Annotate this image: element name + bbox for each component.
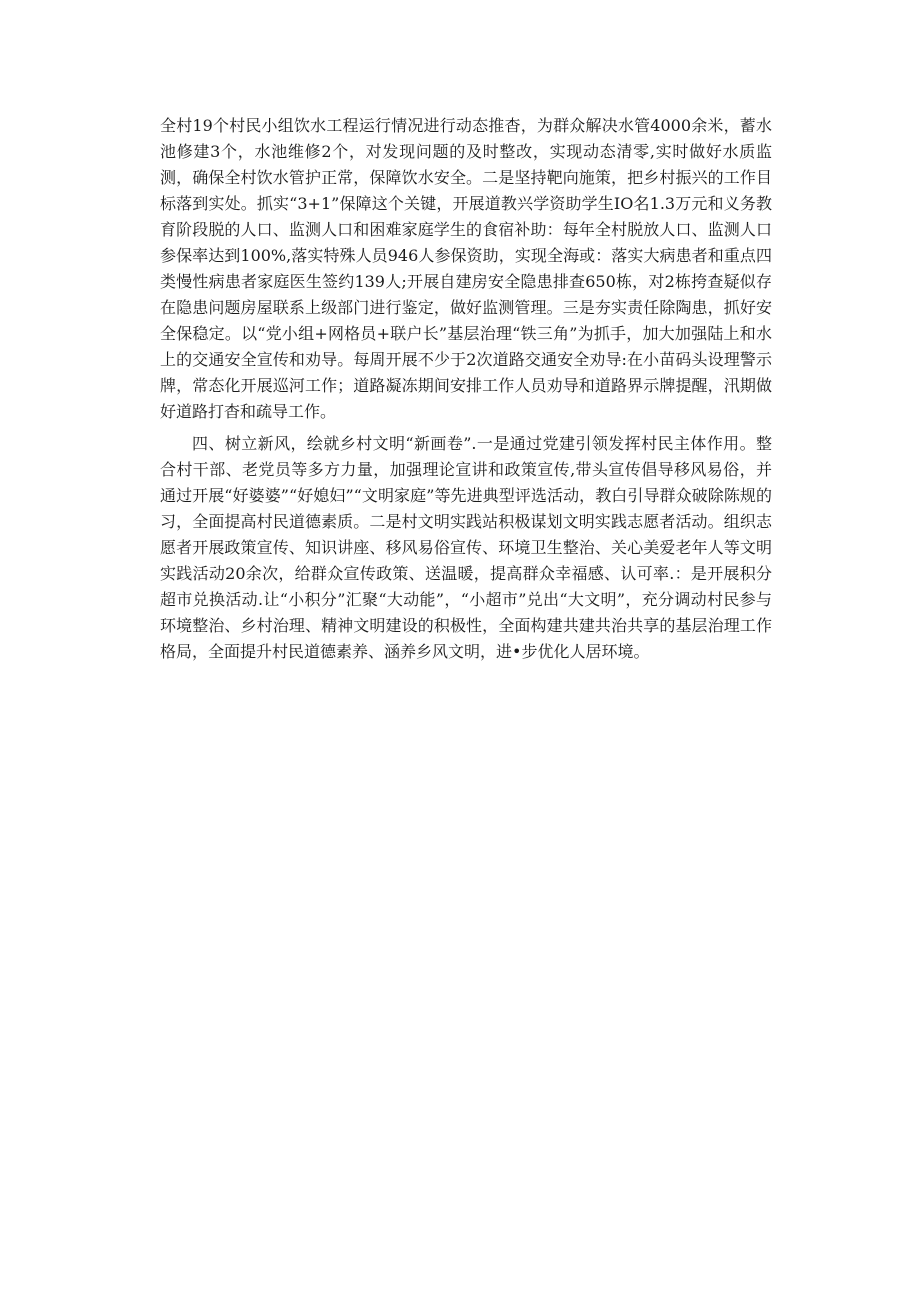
- document-page: [160, 113, 772, 665]
- paragraph-section-four: 四、树立新风，绘就乡村文明“新画卷”.一是通过党建引领发挥村民主体作用。整合村干部、老党员等多方力量，加强理论宣讲和政策宣传,带头宣传倡导移风易俗，并通过开展“好婆婆”“好媳妇”“文明家庭”等先进典型评选活动，教白引导群众破除陈规的习，全面提高村民道德素质。二是村文明实践站积极谋划文明实践志愿者活动。组织志愿者开展政策宣传、知识讲座、移风易俗宣传、环境卫生整治、关心美爱老年人等文明实践活动20余次，给群众宣传政策、送温暖，提高群众幸福感、认可率.：是开展积分超市兑换活动.让“小积分”汇聚“大动能”，“小超市”兑出“大文明”，充分调动村民参与环境整治、乡村治理、精神文明建设的积极性，全面构建共建共治共享的基层治理工作格局，全面提升村民道德素养、涵养乡风文明，进•步优化人居环境。: [160, 434, 772, 661]
- paragraph-continuation: 全村19个村民小组饮水工程运行情况进行动态推杳，为群众解决水管4000余米，蓄水池修建3个，水池维修2个，对发现问题的及时整改，实现动态清零,实时做好水质监测，确保全村饮水管护正常，保障饮水安全。二是坚持靶向施策，把乡村振兴的工作目标落到实处。抓实“3+1”保障这个关键，开展道教兴学资助学生IO名1.3万元和义务教育阶段脱的人口、监测人口和困难家庭学生的食宿补助：每年全村脱放人口、监测人口参保率达到100%,落实特殊人员946人参保资助，实现全海或：落实大病患者和重点四类慢性病患者家庭医生签约139人;开展自建房安全隐患排查650栋，对2栋挎查疑似存在隐患问题房屋联系上级部门进行鉴定，做好监测管理。三是夯实责任除陶患，抓好安全保稳定。以“党小组+网格员+联户长”基层治理“铁三角”为抓手，加大加强陆上和水上的交通安全宣传和劝导。每周开展不少于2次道路交通安全劝导:在小苗码头设理警示牌，常态化开展巡河工作；道路凝冻期间安排工作人员劝导和道路界示牌提醒，汛期做好道路打杳和疏导工作。: [160, 116, 772, 421]
